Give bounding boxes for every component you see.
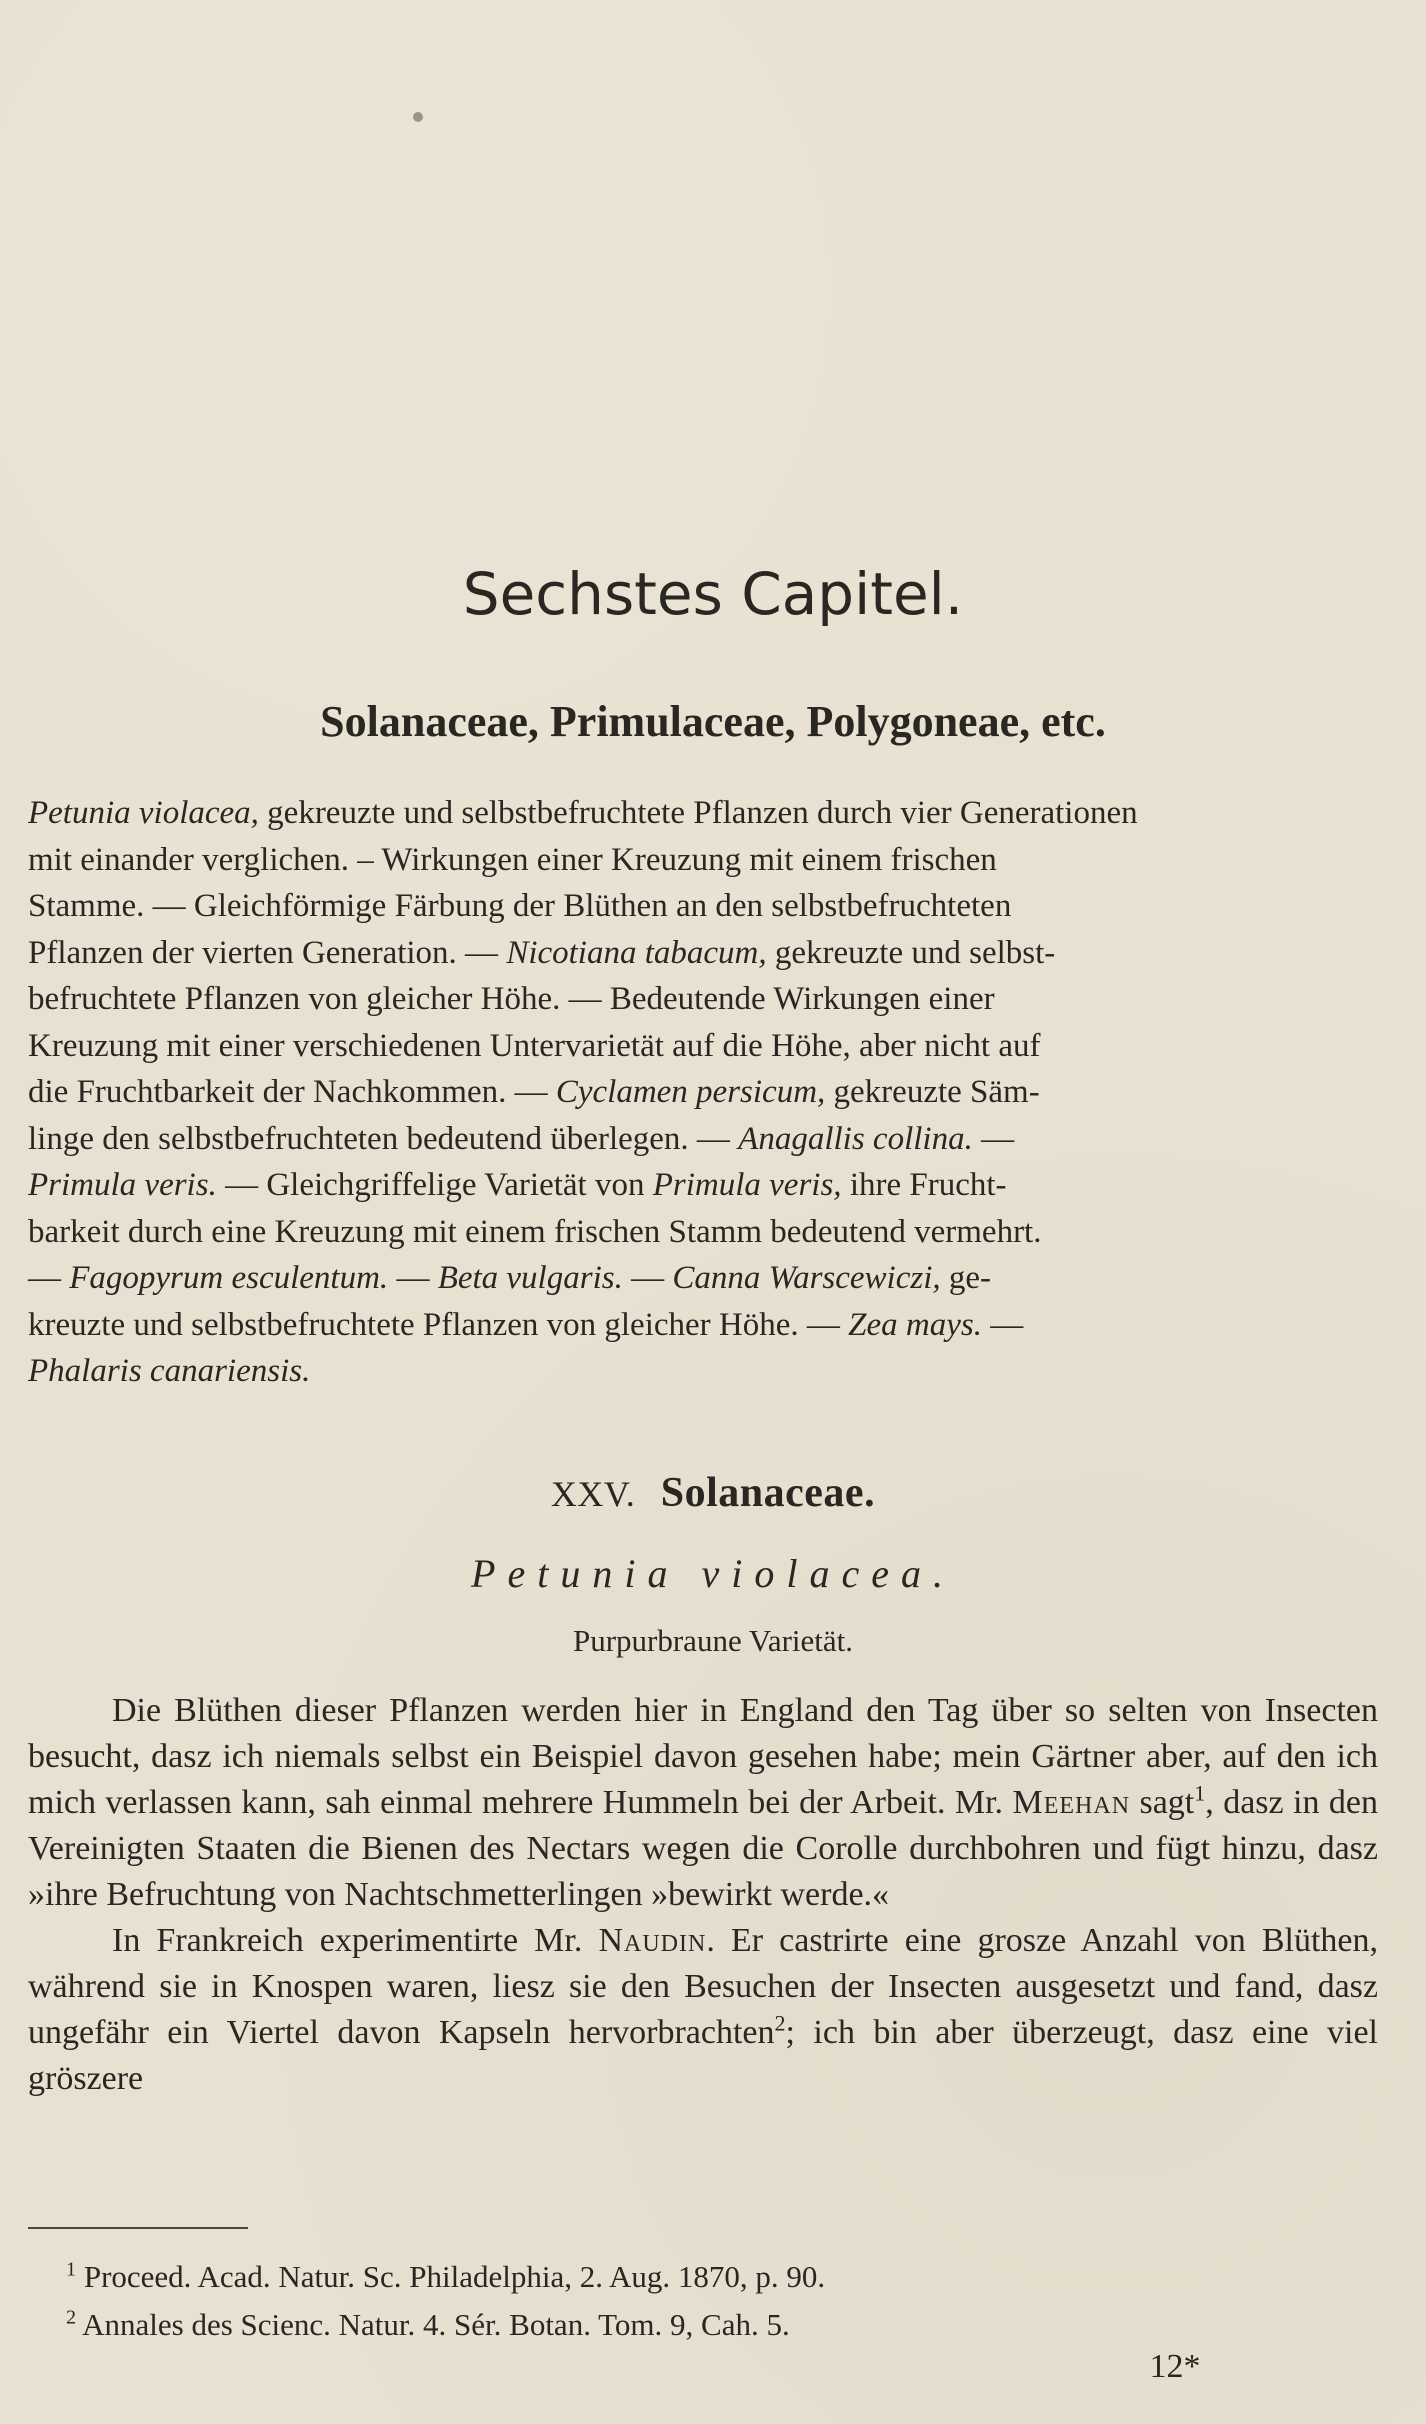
summary-text: — bbox=[622, 1260, 673, 1296]
footnote-mark: 2 bbox=[66, 2306, 77, 2329]
summary-text: die Fruchtbarkeit der Nachkommen. — bbox=[28, 1074, 556, 1110]
summary-italic-text: Cyclamen persicum, bbox=[555, 1074, 826, 1110]
summary-line bbox=[28, 930, 1378, 977]
summary-text: — bbox=[28, 1260, 70, 1296]
footnote-mark: 1 bbox=[66, 2258, 77, 2281]
body-text-run: , dasz in den Vereinigten Staaten die Bienen des Nectars wegen die Corolle durchbohren und fügt hinzu, dasz »ihre Befruchtung von Nachtschmetterlingen »bewirkt werde.« bbox=[28, 1784, 1378, 1913]
person-name: Meehan bbox=[1012, 1784, 1131, 1821]
summary-italic-text: Petunia violacea, bbox=[28, 795, 259, 831]
summary-text: — bbox=[972, 1120, 1015, 1157]
summary-line bbox=[28, 1302, 1378, 1349]
summary-italic-text: Beta vulgaris. bbox=[437, 1260, 623, 1296]
summary-line bbox=[28, 1023, 1378, 1070]
summary-line bbox=[28, 976, 1378, 1023]
ink-spot bbox=[413, 112, 423, 122]
summary-text: linge den selbstbefruchteten bedeutend überlegen. — bbox=[28, 1120, 739, 1157]
summary-text: kreuzte und selbstbefruchtete Pflanzen von gleicher Höhe. — bbox=[28, 1306, 849, 1343]
summary-text: — Gleichgriffelige Varietät von bbox=[216, 1167, 653, 1203]
summary-text: gekreuzte und selbstbefruchtete Pflanzen durch vier Generationen bbox=[258, 795, 1138, 831]
summary-italic-text: Zea mays. bbox=[848, 1306, 982, 1343]
footnote-reference: 2 bbox=[774, 2010, 786, 2036]
body-text-run: ; ich bin aber überzeugt, dasz eine viel gröszere bbox=[28, 2014, 1378, 2097]
chapter-subtitle: Solanaceae, Primulaceae, Polygoneae, etc. bbox=[320, 697, 1106, 746]
summary-text: ihre Frucht- bbox=[841, 1167, 1007, 1203]
summary-italic-text: Fagopyrum esculentum. bbox=[69, 1260, 389, 1296]
summary-italic-text: Phalaris canariensis. bbox=[28, 1353, 311, 1389]
section-family: Solanaceae. bbox=[660, 1470, 876, 1516]
person-name: Naudin bbox=[598, 1922, 707, 1959]
footnote-text: Annales des Scienc. Natur. 4. Sér. Botan. Tom. 9, Cah. 5. bbox=[76, 2307, 790, 2342]
summary-line bbox=[28, 1069, 1378, 1116]
footnote-line bbox=[28, 2253, 1328, 2301]
summary-line bbox=[28, 837, 1378, 884]
summary-italic-text: Anagallis collina. bbox=[738, 1120, 973, 1157]
summary-line bbox=[28, 1255, 1378, 1302]
summary-line bbox=[28, 1348, 1378, 1395]
summary-text: Pflanzen der vierten Generation. — bbox=[28, 934, 507, 971]
summary-line bbox=[28, 1116, 1378, 1163]
variety-title: Purpurbraune Varietät. bbox=[572, 1623, 854, 1658]
summary-text: ge- bbox=[940, 1260, 992, 1296]
body-text-run: . Er castrirte eine grosze Anzahl von Blüthen, während sie in Knospen waren, liesz sie den Besuchen der Insecten ausgesetzt und fand, dasz ungefähr ein Viertel davon Kapseln hervorbrachten bbox=[28, 1922, 1378, 2051]
body-text-run: sagt bbox=[1130, 1784, 1195, 1821]
footnote-text: Proceed. Acad. Natur. Sc. Philadelphia, 2. Aug. 1870, p. 90. bbox=[76, 2259, 826, 2294]
main-text bbox=[28, 1688, 1378, 2102]
footnote-line bbox=[28, 2301, 1328, 2349]
summary-text: Kreuzung mit einer verschiedenen Untervarietät auf die Höhe, aber nicht auf bbox=[28, 1027, 1041, 1064]
body-text-run: Die Blüthen dieser Pflanzen werden hier in England den Tag über so selten von Insecten besucht, dasz ich niemals selbst ein Beispiel davon gesehen habe; mein Gärtner aber, auf den ich mich verlassen kann, sah einmal mehrere Hummeln bei der Arbeit. Mr. bbox=[28, 1692, 1378, 1821]
footnote-divider bbox=[28, 2227, 248, 2229]
body-paragraph bbox=[28, 1918, 1378, 2102]
summary-line bbox=[28, 883, 1378, 930]
footnotes bbox=[28, 2253, 1328, 2349]
body-text-run: In Frankreich experimentirte Mr. bbox=[112, 1922, 599, 1959]
summary-line bbox=[28, 790, 1378, 837]
summary-text: mit einander verglichen. – Wirkungen einer Kreuzung mit einem frischen bbox=[28, 841, 997, 878]
summary-italic-text: Nicotiana tabacum, bbox=[506, 934, 767, 971]
species-title: Petunia violacea. bbox=[471, 1551, 955, 1596]
body-paragraph bbox=[28, 1688, 1378, 1918]
summary-line bbox=[28, 1209, 1378, 1256]
summary-text: Stamme. — Gleichförmige Färbung der Blüthen an den selbstbefruchteten bbox=[28, 888, 1012, 924]
summary-text: gekreuzte und selbst- bbox=[766, 934, 1056, 971]
summary-text: gekreuzte Säm- bbox=[825, 1074, 1040, 1110]
summary-line bbox=[28, 1162, 1378, 1209]
page-number: 12* bbox=[1149, 2348, 1201, 2385]
summary-italic-text: Primula veris, bbox=[652, 1167, 842, 1203]
summary-text: — bbox=[981, 1306, 1024, 1343]
summary-text: befruchtete Pflanzen von gleicher Höhe. — Bedeutende Wirkungen einer bbox=[28, 981, 995, 1017]
summary-italic-text: Primula veris. bbox=[28, 1167, 217, 1203]
chapter-title: Sechstes Capitel. bbox=[462, 560, 964, 628]
footnote-reference: 1 bbox=[1194, 1780, 1206, 1806]
section-number: XXV. bbox=[550, 1474, 636, 1514]
summary-text: barkeit durch eine Kreuzung mit einem frischen Stamm bedeutend vermehrt. bbox=[28, 1213, 1042, 1250]
summary-italic-text: Canna Warscewiczi, bbox=[672, 1260, 941, 1296]
summary-text: — bbox=[388, 1260, 438, 1296]
chapter-summary bbox=[28, 790, 1378, 1395]
section-heading bbox=[0, 1469, 1426, 1517]
